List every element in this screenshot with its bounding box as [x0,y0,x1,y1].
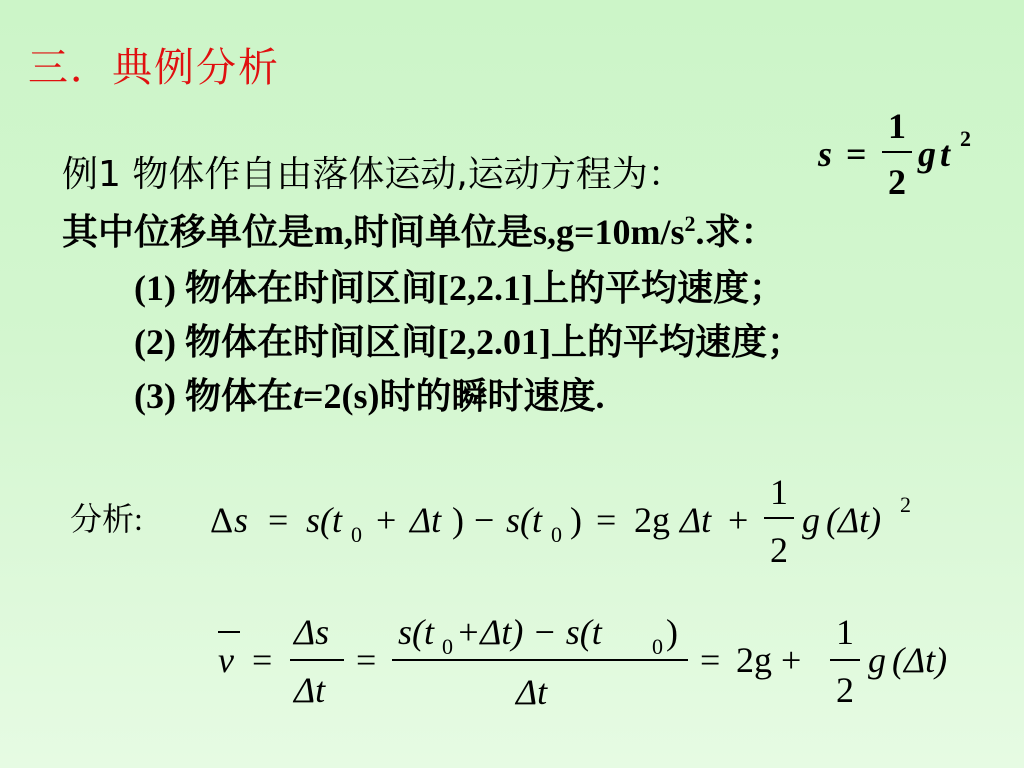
eq2-v: v [218,640,234,680]
motion-eq-exp: 2 [960,126,971,151]
eq1-s: s [234,500,249,540]
eq1-s-t0: s(t [306,500,342,540]
eq2-big-num-b: +Δt) − s(t [456,612,602,652]
eq1-minus: − [474,500,495,540]
problem-line-2-sup: 2 [684,211,696,236]
eq2-big-den: Δt [516,672,548,712]
eq1-delta-t-b: Δt [680,500,712,540]
eq1-2g: 2g [634,500,670,540]
eq1-equals-b: = [596,500,617,540]
eq2-equals-b: = [356,640,377,680]
motion-eq-t: t [940,134,951,174]
analysis-label: 分析: [70,501,143,537]
eq1-close: ) [452,500,464,540]
eq1-exp: 2 [900,492,911,517]
eq1-half-den: 2 [770,530,788,570]
eq1-plus: + [376,500,397,540]
analysis-equation-2 [218,612,947,712]
question-3-t: t [292,376,303,416]
eq2-big-num-a: s(t [398,612,434,652]
analysis-equation-1 [210,472,911,570]
eq2-equals-c: = [700,640,721,680]
problem-line-2-text: 其中位移单位是m,时间单位是s,g=10m/s [62,212,685,252]
eq1-delta: Δ [210,500,234,540]
problem-line-2-end: .求： [695,212,777,252]
motion-eq-g: g [918,134,936,174]
motion-eq-s: s [818,134,833,174]
motion-eq-numerator: 1 [888,106,906,146]
eq1-paren-delta-t: (Δt) [826,500,882,540]
eq1-delta-t: Δt [410,500,442,540]
eq1-half-num: 1 [770,472,788,512]
eq2-2g-plus: 2g + [736,640,802,680]
question-3-a: (3) 物体在 [134,376,293,416]
question-2: (2) 物体在时间区间[2,2.01]上的平均速度； [134,322,803,362]
eq2-paren-delta-t: (Δt) [892,640,948,680]
eq2-frac-den: Δt [294,670,326,710]
eq1-sub0-b: 0 [551,522,562,547]
motion-eq-equals: = [846,134,867,174]
eq1-plus-b: + [728,500,749,540]
motion-equation [817,106,971,202]
motion-eq-denominator: 2 [888,162,906,202]
eq2-frac-num: Δs [294,612,330,652]
eq1-equals: = [268,500,289,540]
question-3-b: =2(s)时的瞬时速度. [303,376,605,416]
slide-title: 三．典例分析 [28,45,280,91]
eq2-half-den: 2 [836,670,854,710]
eq2-sub0: 0 [442,634,453,659]
eq2-big-num-c: ) [666,612,678,652]
problem-line-1-text: 例1 物体作自由落体运动,运动方程为： [62,154,684,195]
eq1-s-t0-b: s(t [506,500,542,540]
eq2-sub0-b: 0 [652,634,663,659]
eq1-close-b: ) [570,500,582,540]
eq1-sub0: 0 [351,522,362,547]
eq2-g: g [868,640,886,680]
eq2-equals: = [252,640,273,680]
question-1: (1) 物体在时间区间[2,2.1]上的平均速度； [134,268,785,308]
eq2-half-num: 1 [836,612,854,652]
eq1-g: g [802,500,820,540]
